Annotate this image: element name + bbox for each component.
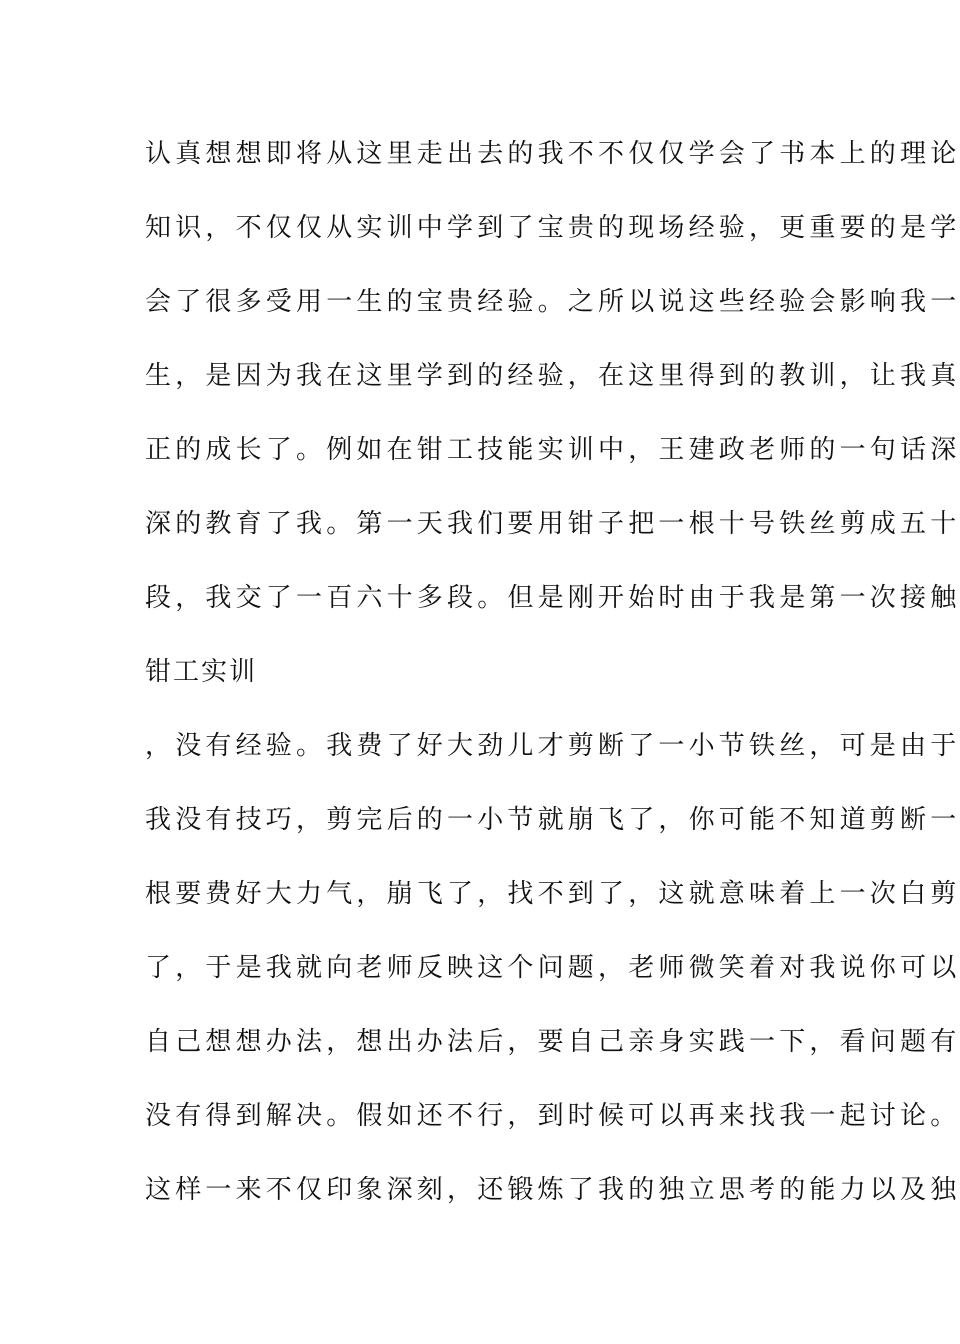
text-line: 段，我交了一百六十多段。但是刚开始时由于我是第一次接触 bbox=[145, 583, 960, 613]
text-line: 没有得到解决。假如还不行，到时候可以再来找我一起讨论。 bbox=[145, 1101, 960, 1131]
text-line: ，没有经验。我费了好大劲儿才剪断了一小节铁丝，可是由于 bbox=[145, 731, 960, 761]
text-line: 根要费好大力气，崩飞了，找不到了，这就意味着上一次白剪 bbox=[145, 879, 960, 909]
text-line: 这样一来不仅印象深刻，还锻炼了我的独立思考的能力以及独 bbox=[145, 1175, 960, 1205]
text-line: 我没有技巧，剪完后的一小节就崩飞了，你可能不知道剪断一 bbox=[145, 805, 960, 835]
text-line: 正的成长了。例如在钳工技能实训中，王建政老师的一句话深 bbox=[145, 435, 960, 465]
text-line: 钳工实训 bbox=[145, 657, 258, 687]
text-line: 会了很多受用一生的宝贵经验。之所以说这些经验会影响我一 bbox=[145, 287, 960, 317]
text-line: 深的教育了我。第一天我们要用钳子把一根十号铁丝剪成五十 bbox=[145, 509, 960, 539]
text-line: 生，是因为我在这里学到的经验，在这里得到的教训，让我真 bbox=[145, 361, 960, 391]
text-line: 认真想想即将从这里走出去的我不不仅仅学会了书本上的理论 bbox=[145, 139, 960, 169]
text-line: 知识，不仅仅从实训中学到了宝贵的现场经验，更重要的是学 bbox=[145, 213, 960, 243]
text-line: 了，于是我就向老师反映这个问题，老师微笑着对我说你可以 bbox=[145, 953, 960, 983]
text-line: 自己想想办法，想出办法后，要自己亲身实践一下，看问题有 bbox=[145, 1027, 960, 1057]
